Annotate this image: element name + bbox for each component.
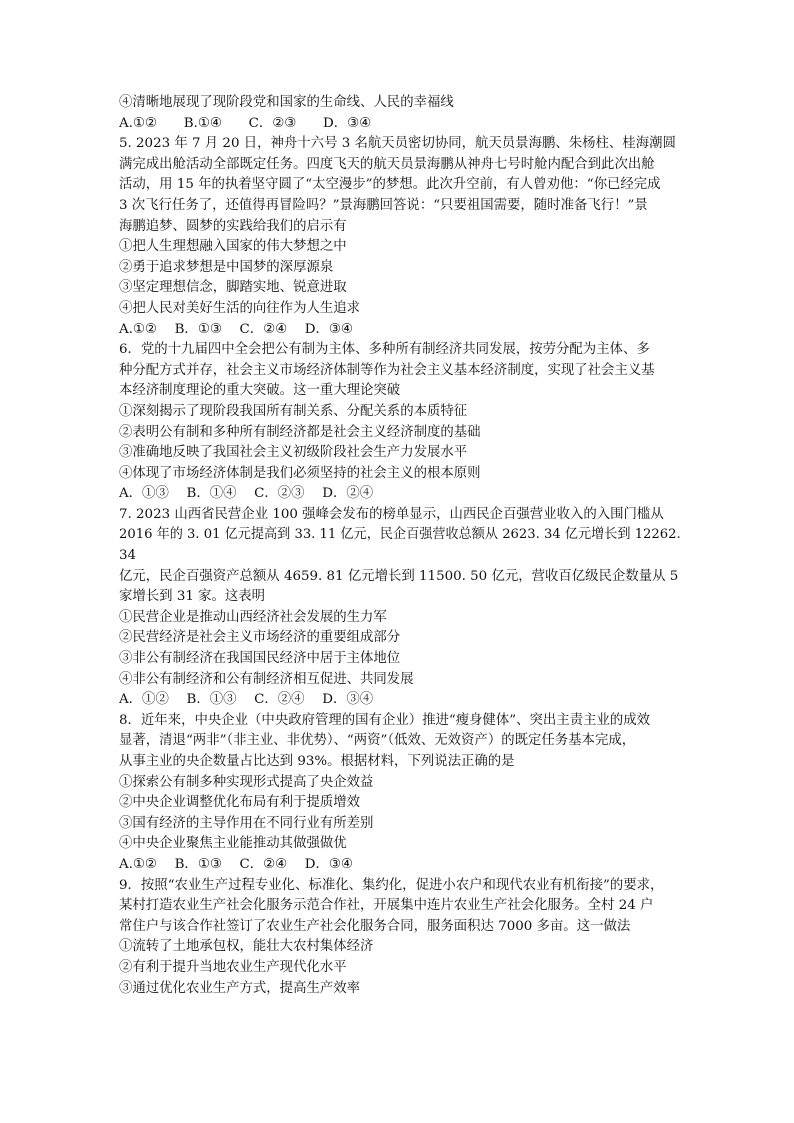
question-8-stem: 8．近年来，中央企业（中央政府管理的国有企业）推进“瘦身健体”、突出主责主业的成效 <box>119 712 651 728</box>
option-statement: ③国有经济的主导作用在不同行业有所差别 <box>119 815 374 831</box>
question-6-stem: 6．党的十九届四中全会把公有制为主体、多种所有制经济共同发展，按劳分配为主体、多 <box>119 342 650 358</box>
text-line: 家增长到 31 家。这表明 <box>119 589 266 605</box>
option-statement: ①民营企业是推动山西经济社会发展的生力军 <box>119 609 387 625</box>
text-line: 亿元，民企百强资产总额从 4659. 81 亿元增长到 11500. 50 亿元，营收百亿级民企数量从 5 <box>119 568 679 584</box>
option-statement: ②勇于追求梦想是中国梦的深厚源泉 <box>119 259 334 275</box>
option-statement: ④把人民对美好生活的向往作为人生追求 <box>119 300 361 316</box>
option-statement: ③准确地反映了我国社会主义初级阶段社会生产力发展水平 <box>119 445 468 461</box>
option-statement: ③非公有制经济在我国国民经济中居于主体地位 <box>119 651 401 667</box>
question-9-stem: 9．按照“农业生产过程专业化、标准化、集约化，促进小农户和现代农业有机衔接”的要求， <box>119 877 664 893</box>
option-statement: ①把人生理想融入国家的伟大梦想之中 <box>119 239 347 255</box>
text-line: 2016 年的 3. 01 亿元提高到 33. 11 亿元，民企百强营收总额从 2623. 34 亿元增长到 12262. <box>119 527 681 543</box>
answer-options: A．①③ B．①④ C．②③ D．②④ <box>119 486 374 502</box>
text-line: 本经济制度理论的重大突破。这一重大理论突破 <box>119 383 401 399</box>
text-line: 种分配方式并存，社会主义市场经济体制等作为社会主义基本经济制度，实现了社会主义基 <box>119 362 655 378</box>
answer-options: A.①② B．①③ C．②④ D．③④ <box>119 321 353 337</box>
text-line: 常住户与该合作社签订了农业生产社会化服务合同，服务面积达 7000 多亩。这一做法 <box>119 918 631 934</box>
answer-options: A．①② B．①③ C．②④ D．③④ <box>119 692 374 708</box>
option-statement: ③坚定理想信念，脚踏实地、锐意进取 <box>119 280 347 296</box>
answer-options: A.①② B．①③ C．②④ D．③④ <box>119 856 353 872</box>
text-line: 某村打造农业生产社会化服务示范合作社，开展集中连片农业生产社会化服务。全村 24 户 <box>119 898 654 914</box>
text-line: 3 次飞行任务了，还值得再冒险吗？”景海鹏回答说：“只要祖国需要，随时准备飞行！”景 <box>119 197 648 213</box>
text-line: 海鹏追梦、圆梦的实践给我们的启示有 <box>119 218 347 234</box>
option-statement: ④非公有制经济和公有制经济相互促进、共同发展 <box>119 671 414 687</box>
option-statement: ②表明公有制和多种所有制经济都是社会主义经济制度的基础 <box>119 424 481 440</box>
text-line: 满完成出舱活动全部既定任务。四度飞天的航天员景海鹏从神舟七号时舱内配合到此次出舱 <box>119 156 655 172</box>
option-statement: ②中央企业调整优化布局有利于提质增效 <box>119 795 361 811</box>
option-statement: ④体现了市场经济体制是我们必须坚持的社会主义的根本原则 <box>119 465 481 481</box>
option-statement: ①流转了土地承包权，能壮大农村集体经济 <box>119 939 374 955</box>
text-line: 34 <box>119 548 137 564</box>
answer-options: A.①② B.①④ C．②③ D．③④ <box>119 115 372 131</box>
question-5-stem: 5. 2023 年 7 月 20 日，神舟十六号 3 名航天员密切协同，航天员景海鹏、朱杨柱、桂海潮圆 <box>119 136 676 152</box>
text-line: ④清晰地展现了现阶段党和国家的生命线、人民的幸福线 <box>119 95 454 110</box>
option-statement: ①深刻揭示了现阶段我国所有制关系、分配关系的本质特征 <box>119 403 468 419</box>
text-line: 活动，用 15 年的执着坚守圆了“太空漫步”的梦想。此次升空前，有人曾劝他：“你已经完成 <box>119 177 661 193</box>
option-statement: ①探索公有制多种实现形式提高了央企效益 <box>119 774 374 790</box>
text-line: 显著，清退“两非”（非主业、非优势）、“两资”（低效、无效资产）的既定任务基本完成， <box>119 733 636 749</box>
option-statement: ③通过优化农业生产方式，提高生产效率 <box>119 980 361 996</box>
option-statement: ②有利于提升当地农业生产现代化水平 <box>119 959 347 975</box>
option-statement: ④中央企业聚焦主业能推动其做强做优 <box>119 836 347 852</box>
document-page <box>119 93 681 999</box>
option-statement: ②民营经济是社会主义市场经济的重要组成部分 <box>119 630 401 646</box>
text-line: 从事主业的央企数量占比达到 93%。根据材料，下列说法正确的是 <box>119 754 515 769</box>
question-7-stem: 7. 2023 山西省民营企业 100 强峰会发布的榜单显示，山西民企百强营业收入的入围门槛从 <box>119 506 664 522</box>
